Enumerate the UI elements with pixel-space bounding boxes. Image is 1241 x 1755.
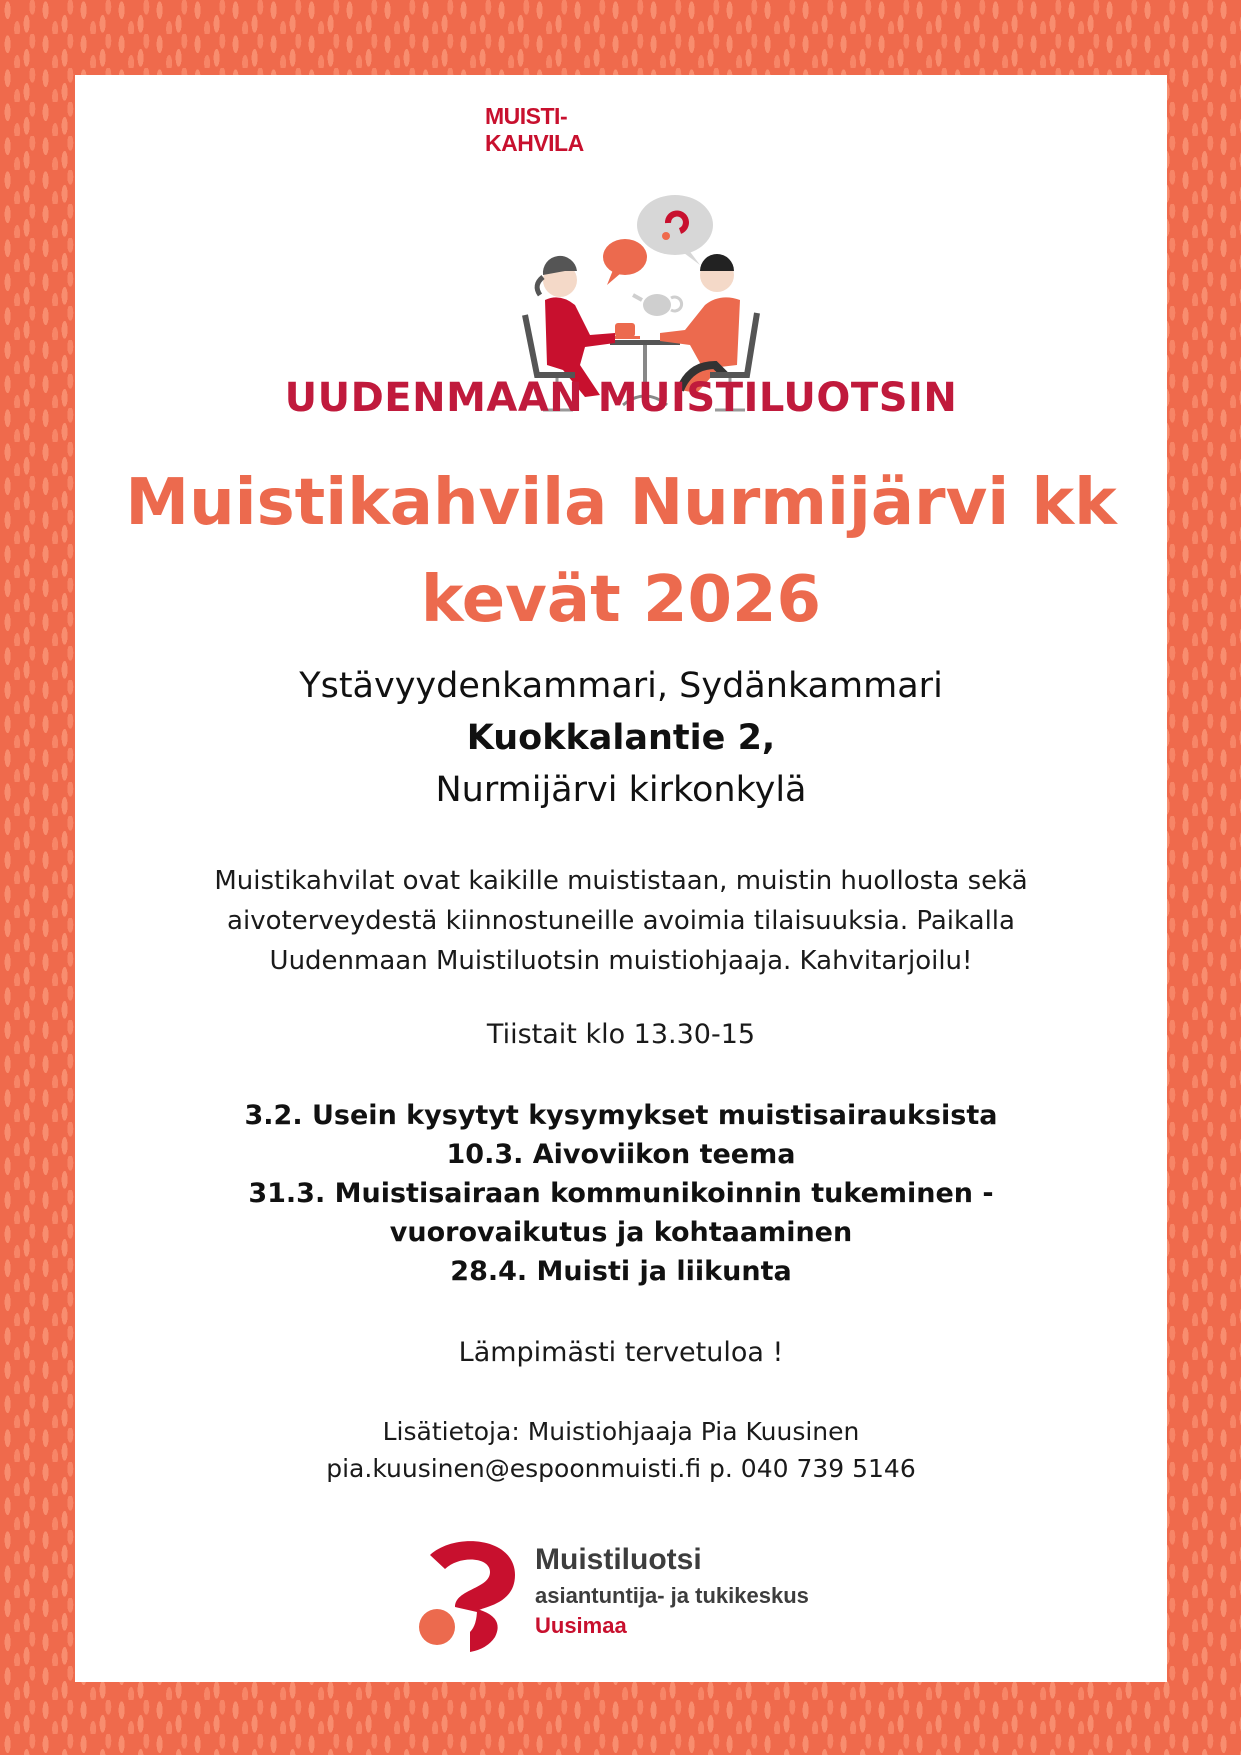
cafe-conversation-illustration xyxy=(485,95,805,415)
venue-street: Kuokkalantie 2, xyxy=(466,718,776,758)
intro-line-2: aivoterveydestä kiinnostuneille avoimia tilaisuuksia. Paikalla xyxy=(227,906,1015,936)
schedule-item: 31.3. Muistisairaan kommunikoinnin tukeminen - xyxy=(248,1178,994,1209)
meeting-time: Tiistait klo 13.30-15 xyxy=(486,1019,756,1050)
venue-place: Ystävyydenkammari, Sydänkammari xyxy=(299,666,943,706)
intro-line-1: Muistikahvilat ovat kaikille muististaan, muistin huollosta sekä xyxy=(214,866,1028,896)
venue-town: Nurmijärvi kirkonkylä xyxy=(435,770,807,810)
schedule-item: 28.4. Muisti ja liikunta xyxy=(450,1256,792,1287)
muistiluotsi-mark-icon xyxy=(415,1537,525,1652)
logo-line-2: KAHVILA xyxy=(485,130,584,156)
logo-subtitle: asiantuntija- ja tukikeskus xyxy=(535,1583,809,1608)
orange-speech-bubble-icon xyxy=(603,239,647,285)
logo-region: Uusimaa xyxy=(535,1613,627,1638)
organizer-heading: UUDENMAAN MUISTILUOTSIN xyxy=(284,375,958,421)
venue-block xyxy=(75,660,1167,816)
intro-paragraph xyxy=(175,861,1067,981)
title-line-2: kevät 2026 xyxy=(420,563,822,637)
intro-line-3: Uudenmaan Muistiluotsin muistiohjaaja. Kahvitarjoilu! xyxy=(269,946,973,976)
contact-email-phone: pia.kuusinen@espoonmuisti.fi p. 040 739 5146 xyxy=(326,1454,916,1483)
contact-info xyxy=(75,1413,1167,1487)
poster-sheet xyxy=(75,75,1167,1682)
grey-speech-bubble-icon xyxy=(637,195,713,265)
logo-line-1: MUISTI- xyxy=(485,103,568,129)
schedule-item: 3.2. Usein kysytyt kysymykset muistisairauksista xyxy=(244,1100,998,1131)
title-line-1: Muistikahvila Nurmijärvi kk xyxy=(125,466,1117,540)
teapot-icon xyxy=(633,294,682,316)
schedule-list xyxy=(195,1096,1047,1291)
schedule-item: 10.3. Aivoviikon teema xyxy=(446,1139,796,1170)
muistiluotsi-logo xyxy=(415,1537,855,1657)
contact-line-1: Lisätietoja: Muistiohjaaja Pia Kuusinen xyxy=(382,1417,860,1446)
schedule-item: vuorovaikutus ja kohtaaminen xyxy=(389,1217,853,1248)
welcome-text: Lämpimästi tervetuloa ! xyxy=(458,1337,784,1368)
logo-name: Muistiluotsi xyxy=(535,1543,702,1576)
page-title xyxy=(75,455,1167,649)
